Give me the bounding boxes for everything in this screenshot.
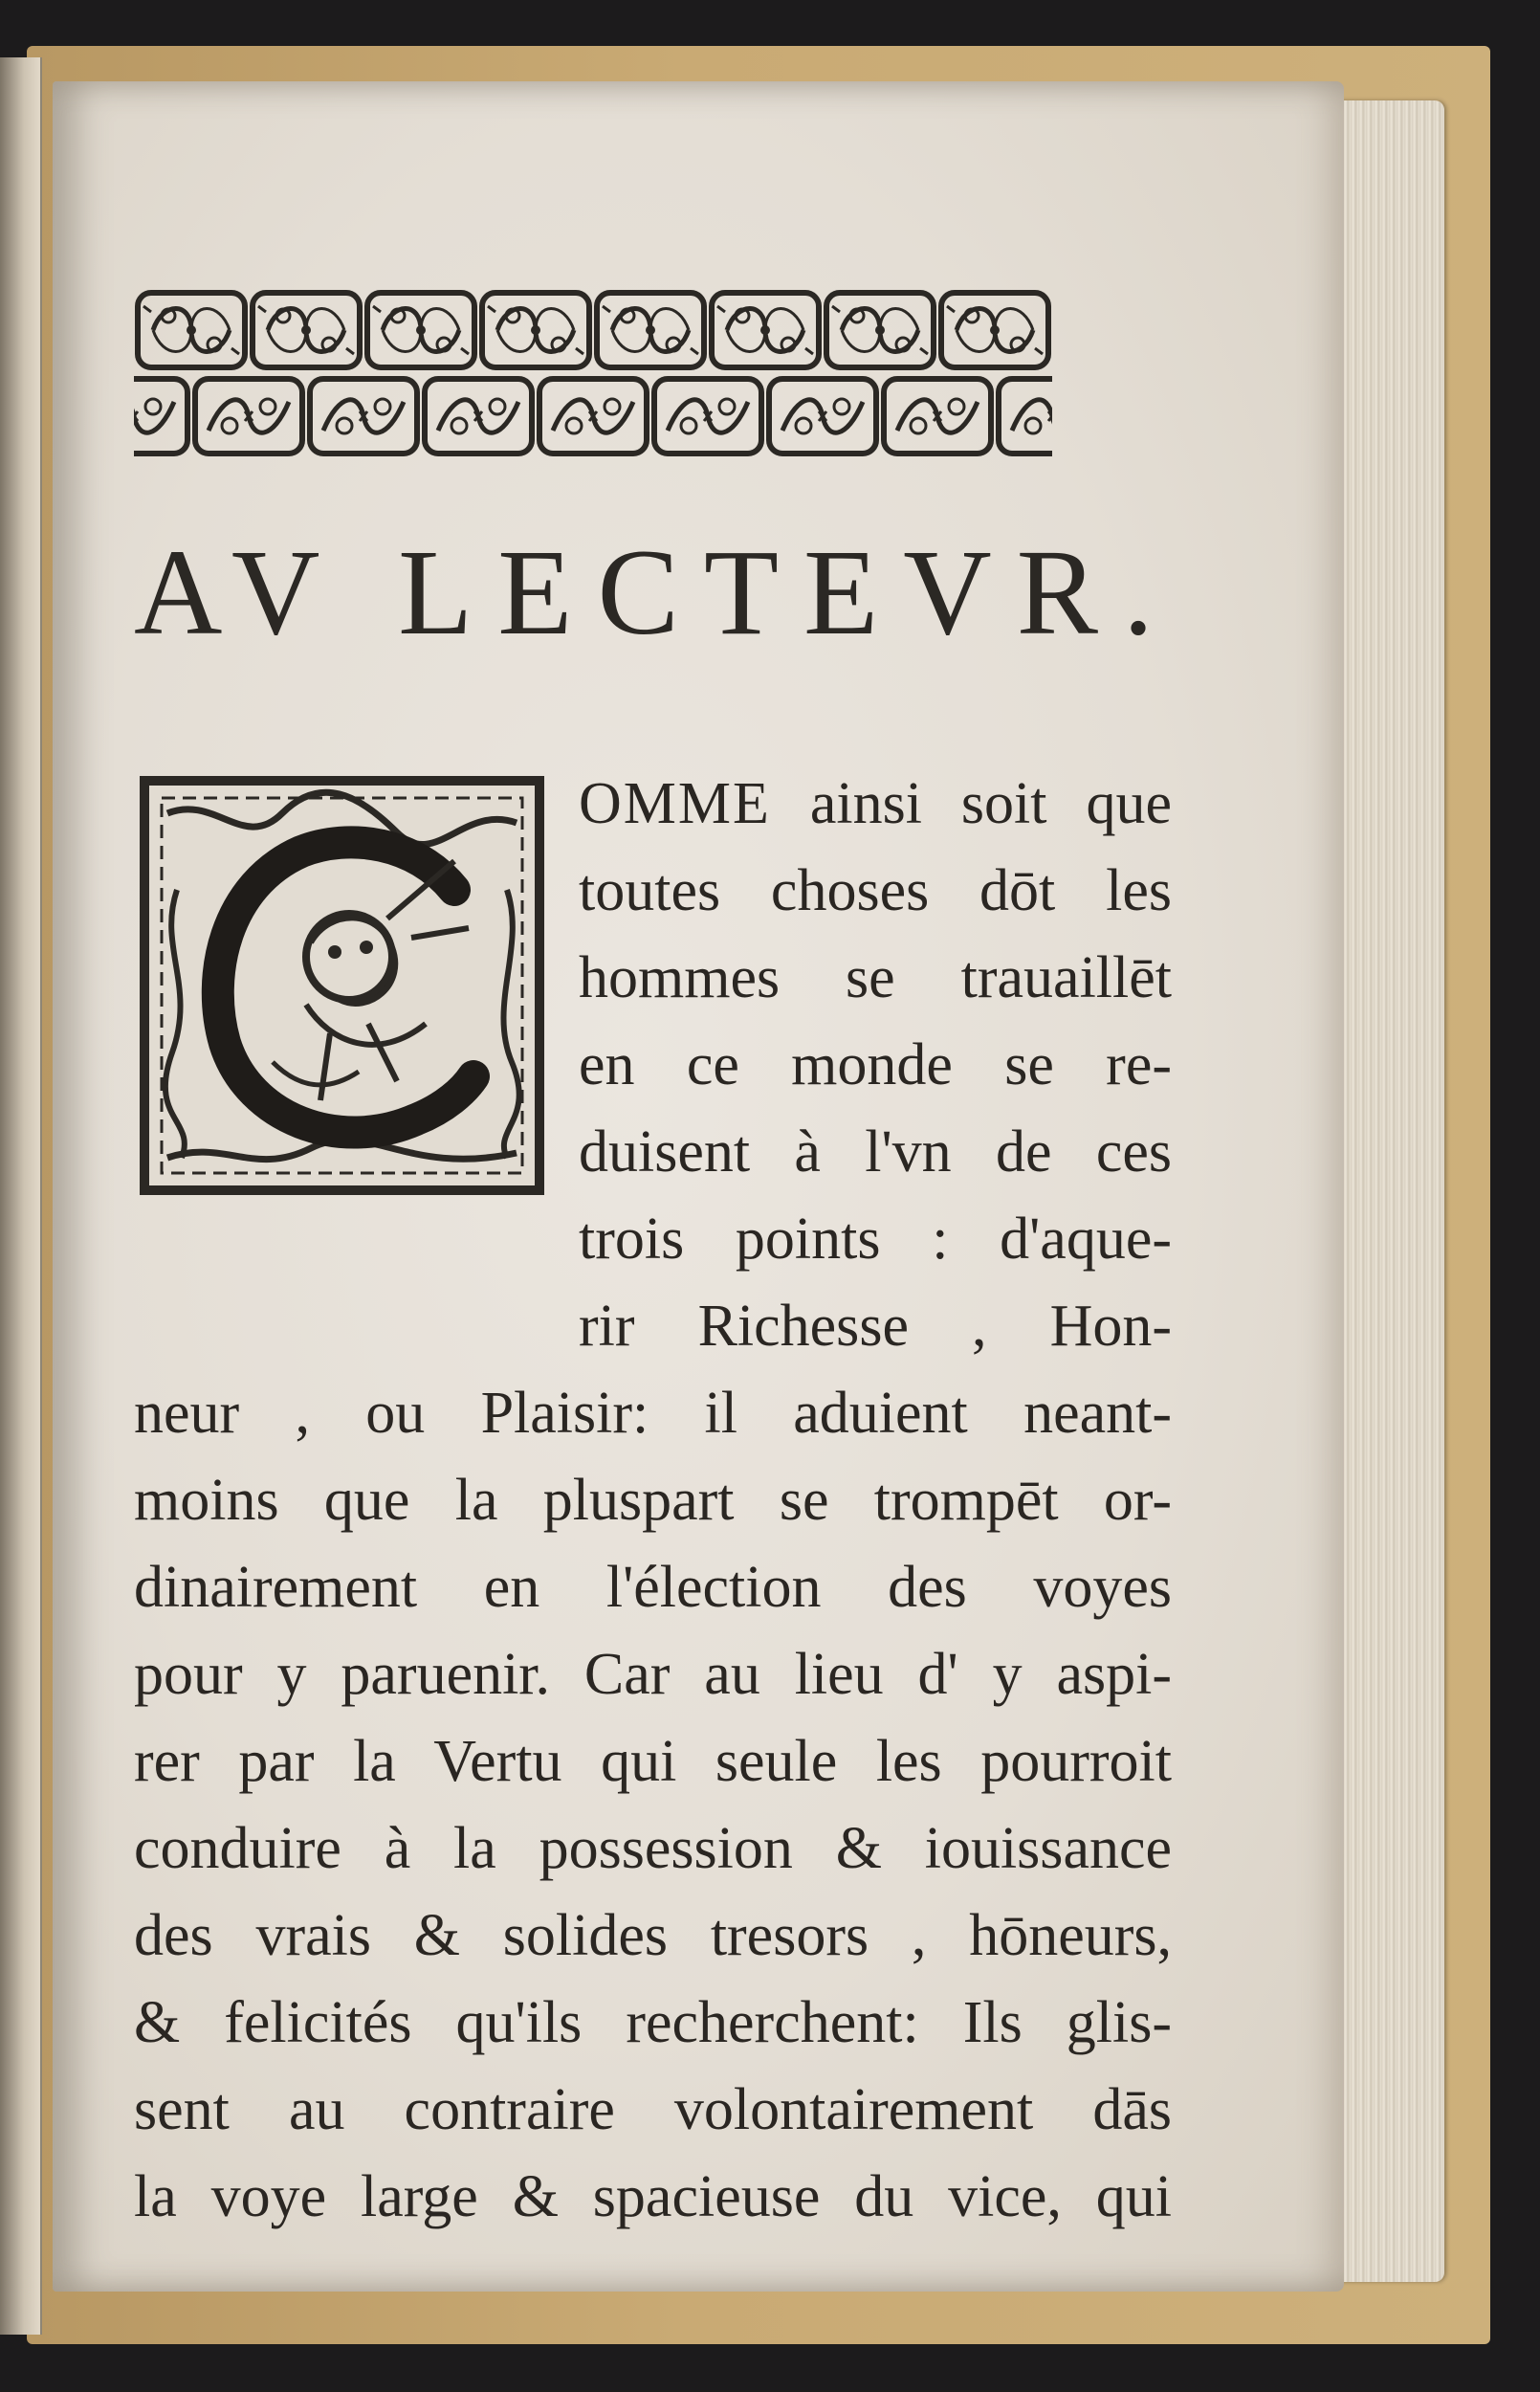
text-line: la voye large & spacieuse du vice, qui: [134, 2164, 1172, 2229]
text-line: duisent à l'vn de ces: [579, 1119, 1172, 1185]
text-line: neur , ou Plaisir: il aduient neant-: [134, 1381, 1172, 1446]
text-line: des vrais & solides tresors , hōneurs,: [134, 1903, 1172, 1968]
text-line: rer par la Vertu qui seule les pourroit: [134, 1729, 1172, 1794]
text-line: sent au contraire volontairement dās: [134, 2077, 1172, 2142]
text-line: dinairement en l'élection des voyes: [134, 1555, 1172, 1620]
left-page-edge: [0, 57, 42, 2335]
text-line: OMME ainsi soit que: [579, 771, 1172, 836]
text-line: conduire à la possession & iouissance: [134, 1816, 1172, 1881]
text-line: toutes choses dōt les: [579, 858, 1172, 923]
page-heading: AV LECTEVR.: [134, 524, 1178, 660]
headpiece-ornament-icon: [134, 287, 1052, 459]
opening-word: OMME: [579, 771, 771, 836]
text-line: moins que la pluspart se trompēt or-: [134, 1468, 1172, 1533]
text-line: & felicités qu'ils recherchent: Ils glis-: [134, 1990, 1172, 2055]
body-text: [134, 761, 1172, 2241]
text-line: hommes se trauaillēt: [579, 945, 1172, 1010]
text-line: trois points : d'aque-: [579, 1207, 1172, 1272]
text-line: pour y paruenir. Car au lieu d' y aspi-: [134, 1642, 1172, 1707]
text-line: en ce monde se re-: [579, 1032, 1172, 1097]
text-line: rir Richesse , Hon-: [579, 1294, 1172, 1359]
